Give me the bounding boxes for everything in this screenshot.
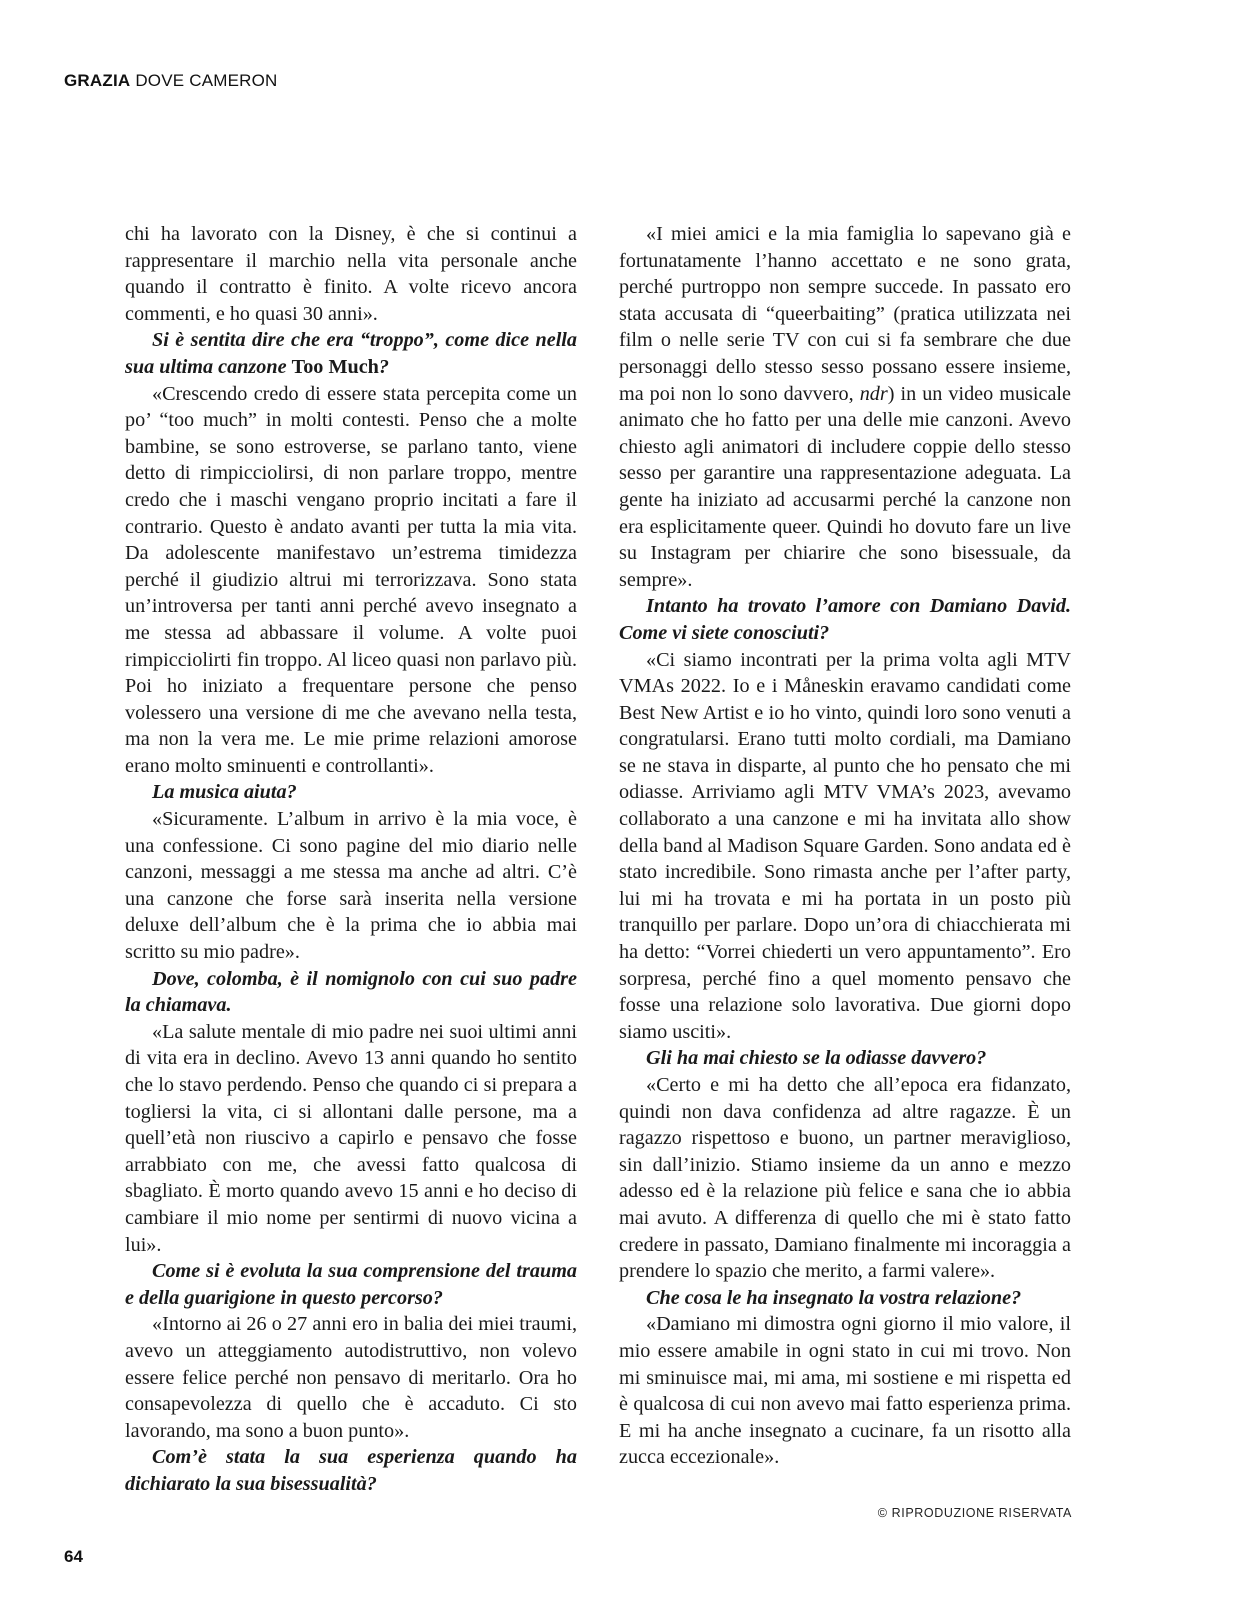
interview-answer: «Sicuramente. L’album in arrivo è la mia voce, è una confessione. Ci sono pagine del mio diario nelle canzoni, messaggi a me stessa ma anche ad altri. C’è una canzone che forse sarà inserita nella versione deluxe dell’album che è la prima che io abbia mai scritto su mio padre». — [125, 808, 577, 964]
interview-answer: «La salute mentale di mio padre nei suoi ultimi anni di vita era in declino. Avevo 13 anni quando ho sentito che lo stavo perdendo. Penso che quando ci si prepara a togliersi la vita, ci si allontani dalle persone, ma a quell’età non riuscivo a capirlo e pensavo che fosse arrabbiato con me, che avessi fatto qualcosa di sbagliato. È morto quando avevo 15 anni e ho deciso di cambiare il mio nome per sentirmi di nuovo vicina a lui». — [125, 1020, 577, 1256]
interview-answer: «Damiano mi dimostra ogni giorno il mio valore, il mio essere amabile in ogni stato in cui mi trovo. Non mi sminuisce mai, mi ama, mi sostiene e mi rispetta ed è qualcosa di cui non avevo mai fatto esperienza prima. E mi ha anche insegnato a cucinare, fa un risotto alla zucca eccezionale». — [619, 1313, 1071, 1469]
running-head — [64, 71, 278, 91]
page-number: 64 — [64, 1547, 83, 1566]
interview-question: Dove, colomba, è il nomignolo con cui suo padre la chiamava. — [125, 967, 577, 1017]
interview-question: Come si è evoluta la sua comprensione del trauma e della guarigione in questo percorso? — [125, 1260, 577, 1309]
magazine-brand: GRAZIA — [64, 71, 131, 90]
interview-question: Gli ha mai chiesto se la odiasse davvero? — [646, 1047, 987, 1070]
article-column-left — [125, 221, 577, 1498]
interview-answer: «Ci siamo incontrati per la prima volta agli MTV VMAs 2022. Io e i Måneskin eravamo candidati come Best New Artist e io ho vinto, quindi loro sono venuti a congratularsi. Erano tutti molto cordiali, ma Damiano se ne stava in disparte, al punto che ho pensato che mi odiasse. Arriviamo agli MTV VMA’s 2023, avevamo collaborato a una canzone e mi ha invitata allo show della band al Madison Square Garden. Sono andata ed è stato incredibile. Sono rimasta anche per l’after party, lui mi ha trovata e mi ha portata in un posto più tranquillo per parlare. Dopo un’ora di chiacchierata mi ha detto: “Vorrei chiederti un vero appuntamento”. Ero sorpresa, perché fino a quel momento pensavo che fosse una relazione solo lavorativa. Due giorni dopo siamo usciti». — [619, 648, 1071, 1043]
interview-question: Com’è stata la sua esperienza quando ha dichiarato la sua bisessualità? — [125, 1446, 577, 1495]
interview-answer: «Intorno ai 26 o 27 anni ero in balia dei miei traumi, avevo un atteggiamento autodistruttivo, non volevo essere felice perché non pensavo di meritarlo. Ora ho consapevolezza di quello che è accaduto. Ci sto lavorando, ma sono a buon punto». — [125, 1313, 577, 1442]
interview-question: Intanto ha trovato l’amore con Damiano David. Come vi siete conosciuti? — [619, 595, 1071, 644]
copyright-notice: © RIPRODUZIONE RISERVATA — [877, 1506, 1072, 1520]
paragraph-continuation: chi ha lavorato con la Disney, è che si continui a rappresentare il marchio nella vita personale anche quando il contratto è finito. A volte ricevo ancora commenti, e ho quasi 30 anni». — [125, 223, 577, 325]
song-title: Too Much — [291, 355, 379, 378]
interview-answer: «Crescendo credo di essere stata percepita come un po’ “too much” in molti contesti. Penso che a molte bambine, se sono estroverse, se parlano tanto, viene detto di rimpicciolirsi, di non parlare troppo, mentre credo che i maschi vengano proprio incitati a fare il contrario. Questo è andato avanti per tutta la mia vita. Da adolescente manifestavo un’estrema timidezza perché il giudizio altrui mi terrorizzava. Sono stata un’introversa per tanti anni perché avevo insegnato a me stessa ad abbassare il volume. A volte puoi rimpicciolirti fin troppo. Al liceo quasi non parlavo più. Poi ho iniziato a frequentare persone che penso volessero una versione di me che avevano nella testa, ma non la vera me. Le mie prime relazioni amorose erano molto sminuenti e controllanti». — [125, 382, 577, 777]
editor-note: ndr — [859, 382, 888, 405]
article-column-right — [619, 221, 1071, 1471]
interview-question: La musica aiuta? — [152, 781, 297, 804]
interview-answer: «I miei amici e la mia famiglia lo sapevano già e fortunatamente l’hanno accettato e ne sono grata, perché purtroppo non sempre succede. In passato ero stata accusata di “queerbaiting” (pratica utilizzata nei film o nelle serie TV con cui si fa sembrare che due personaggi dello stesso sesso possano essere insieme, ma poi non lo sono davvero, ndr) in un video musicale animato che ho fatto per una delle mie canzoni. Avevo chiesto agli animatori di includere coppie dello stesso sesso per garantire una rappresentazione adeguata. La gente ha iniziato ad accusarmi perché la canzone non era esplicitamente queer. Quindi ho dovuto fare un live su Instagram per chiarire che sono bisessuale, da sempre». — [619, 223, 1071, 591]
interview-answer: «Certo e mi ha detto che all’epoca era fidanzato, quindi non dava confidenza ad altre ragazze. È un ragazzo rispettoso e buono, un partner meraviglioso, sin dall’inizio. Stiamo insieme da un anno e mezzo adesso ed è la relazione più felice e sana che io abbia mai avuto. A differenza di quello che mi è stato fatto credere in passato, Damiano finalmente mi incoraggia a prendere lo spazio che merito, a farmi valere». — [619, 1074, 1071, 1283]
interview-question: Che cosa le ha insegnato la vostra relazione? — [646, 1286, 1022, 1309]
section-title: DOVE CAMERON — [135, 71, 278, 90]
interview-question: Si è sentita dire che era “troppo”, come dice nella sua ultima canzone Too Much? — [125, 329, 577, 378]
